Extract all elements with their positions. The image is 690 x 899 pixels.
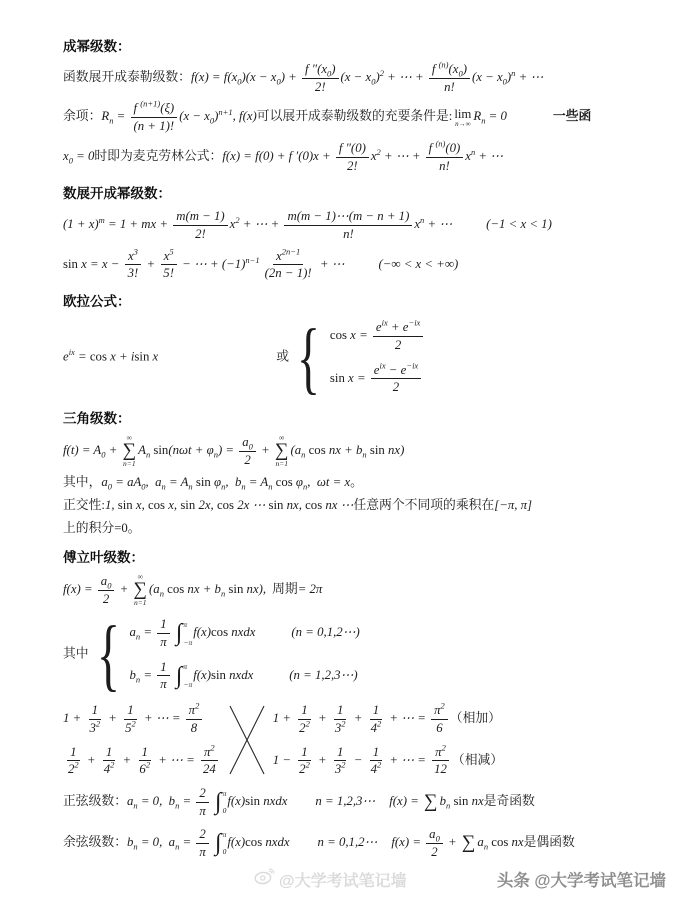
sum-operator: ∞ ∑ n=1 [133, 572, 148, 608]
fraction: $\frac{1}{\pi}$ [157, 660, 169, 692]
brace-system: { cos x = $\frac{e^{ix} + e^{-ix}}{2}$ sin x = $\frac{e^{ix} - e^{-ix}}{2}$ [289, 317, 425, 398]
fraction: $\frac{f ^{(n)}(0)}{n!}$ [426, 141, 464, 173]
sum-operator: ∞ ∑ n=1 [274, 433, 289, 469]
fraction: $\frac{\pi^2}{6}$ [431, 703, 448, 735]
fraction: $\frac{x^{2n-1}}{(2n - 1)!}$ [264, 246, 312, 281]
formula-line: 1 + $\frac{1}{2^2}$ + $\frac{1}{3^2}$ + $\frac{1}{4^2}$ + ⋯ = $\frac{\pi^2}{6}$ （相加） [272, 700, 501, 735]
fraction: $\frac{1}{4^2}$ [103, 744, 115, 777]
fraction: $\frac{a_0}{2}$ [98, 574, 115, 606]
fraction: $\frac{f ''(0)}{2!}$ [336, 141, 369, 173]
notes-content [63, 26, 680, 867]
weibo-watermark [253, 868, 407, 891]
fraction: $\frac{a_0}{2}$ [239, 435, 256, 467]
toutiao-watermark [497, 867, 666, 891]
fraction: $\frac{f ^{(n)}(x_0)}{n!}$ [429, 62, 470, 94]
fraction: $\frac{a_0}{2}$ [426, 827, 443, 859]
brace-glyph: { [296, 312, 321, 403]
fraction: $\frac{\pi^2}{24}$ [202, 742, 216, 777]
fraction: $\frac{\pi^2}{12}$ [434, 742, 447, 777]
fraction: $\frac{1}{6^2}$ [139, 744, 151, 777]
fraction: $\frac{1}{3^2}$ [334, 744, 346, 777]
formula-line: 1 + $\frac{1}{3^2}$ + $\frac{1}{5^2}$ + ⋯ = $\frac{\pi^2}{8}$ [63, 703, 221, 735]
section-heading: 傅立叶级数： [63, 550, 144, 566]
fraction: $\frac{1}{2^2}$ [299, 744, 310, 777]
formula-line: f(x) = $\frac{a_0}{2}$ + ∞ ∑ n=1 ($a_n$ cos nx + $b_n$ sin nx), 周期= 2π [63, 572, 323, 608]
cross-left-column [63, 700, 221, 777]
fraction: $\frac{m(m - 1)\cdots(m - n + 1)}{n!}$ [284, 209, 412, 241]
formula-line: sin x = x − $\frac{x^3}{3!}$ + $\frac{x^5}{5!}$ − ⋯ + $(-1)^{n-1}$ $\frac{x^{2n-1}}{(2n - 1)!}$ + ⋯ (−∞ < x < +∞) [63, 246, 459, 281]
formula-line: $x_0 = 0$时即为麦克劳林公式：f(x) = f(0) + f ′(0)x + $\frac{f ''(0)}{2!}$ $x^2$ + ⋯ + $\frac{f ^{(n)}(0)}{n!}$ $x^n$ + ⋯ [63, 138, 504, 173]
weibo-watermark-text: @大学考试笔记墙 [279, 873, 407, 891]
fraction: $\frac{e^{ix} - e^{-ix}}{2}$ [371, 363, 421, 395]
fraction: $\frac{1}{3^2}$ [334, 703, 346, 735]
section-heading: 数展开成幂级数： [63, 186, 171, 202]
series-cross-block [63, 700, 680, 777]
fraction: $\frac{1}{4^2}$ [370, 744, 382, 777]
fraction: $\frac{f ^{(n+1)}(\xi)}{(n + 1)!}$ [131, 101, 178, 133]
integral-operator: ∫ π 0 [215, 788, 227, 816]
brace-glyph: { [96, 609, 120, 700]
cross-right-column [272, 700, 504, 777]
formula-line: $e^{ix} = \cos x + isin$ x 或 { cos x = $\frac{e^{ix} + e^{-ix}}{2}$ sin x = $\frac{e^{ix} - e^{-ix}}{2}$ [63, 317, 680, 398]
fraction: $\frac{m(m - 1)}{2!}$ [173, 209, 227, 241]
fraction: $\frac{1}{5^2}$ [125, 703, 136, 735]
integral-operator: ∫ π 0 [215, 829, 227, 857]
fraction: $\frac{x^5}{5!}$ [160, 249, 177, 281]
formula-line: 1 − $\frac{1}{2^2}$ + $\frac{1}{3^2}$ − $\frac{1}{4^2}$ + ⋯ = $\frac{\pi^2}{12}$ （相减） [272, 742, 504, 777]
formula-line: 其中，$a_0 = aA_0$, $a_n = A_n$ $\sin \varphi_n$, $b_n = A_n$ $\cos \varphi_n$, ωt = x。 [63, 475, 363, 492]
section-heading: 成幂级数： [63, 39, 131, 54]
fraction: $\frac{1}{2^2}$ [299, 703, 310, 735]
section-heading: 欧拉公式： [63, 294, 131, 310]
fraction: $\frac{1}{2^2}$ [68, 744, 79, 777]
formula-line: 正交性:1, sin x, cos x, sin 2x, cos 2x ⋯ sin nx, cos nx ⋯任意两个不同项的乘积在[−π, π] [63, 498, 533, 513]
fraction: $\frac{1}{3^2}$ [89, 703, 101, 735]
formula-line: 余弦级数：$b_n = 0$, $a_n$ = $\frac{2}{\pi}$ ∫ π 0 f(x)cos nxdx n = 0,1,2⋯ f(x) = $\frac{a_0}{2}$ + ∑ $a_n$ cos nx是偶函数 [63, 826, 575, 859]
formula-line: 上的积分=0。 [63, 521, 141, 536]
brace-system: { $a_n$ = $\frac{1}{\pi}$ ∫ π −π f(x)cos nxdx (n = 0,1,2⋯) $b_n$ = $\frac{1}{\pi}$ ∫ π −π f(x)sin nxdx (n = 1,2,3⋯) [96, 609, 360, 700]
watermark-row [63, 867, 680, 893]
formula-line: $\frac{1}{2^2}$ + $\frac{1}{4^2}$ + $\frac{1}{6^2}$ + ⋯ = $\frac{\pi^2}{24}$ [63, 745, 221, 777]
integral-operator: ∫ π −π [175, 619, 193, 647]
sum-operator: ∑ [461, 832, 476, 854]
fraction: $\frac{\pi^2}{8}$ [186, 703, 203, 735]
sum-operator: ∑ [424, 791, 438, 813]
section-heading: 三角级数： [63, 411, 131, 427]
formula-line: 函数展开成泰勒级数：$f(x) = f(x_0)(x - x_0)$ + $\frac{f ''(x_0)}{2!}$ $(x - x_0)^2$ + ⋯ + $\frac{f ^{(n)}(x_0)}{n!}$ $(x - x_0)^n$ + ⋯ [63, 59, 544, 94]
formula-line: 其中 { $a_n$ = $\frac{1}{\pi}$ ∫ π −π f(x)cos nxdx (n = 0,1,2⋯) $b_n$ = $\frac{1}{\pi}$ ∫ π −π f(x)sin nxdx (n = 1,2,3⋯) [63, 609, 360, 700]
sum-operator: ∞ ∑ n=1 [122, 433, 137, 469]
formula-line: $(1 + x)^m = 1$ + mx + $\frac{m(m - 1)}{2!}$ $x^2$ + ⋯ + $\frac{m(m - 1)\cdots(m - n + 1)}{n!}$ $x^n$ + ⋯ (−1 < x < 1) [63, 209, 552, 241]
fraction: $\frac{f ''(x_0)}{2!}$ [302, 62, 339, 94]
toutiao-watermark-text: 头条 @大学考试笔记墙 [496, 872, 666, 891]
limit-operator: lim n→∞ [454, 106, 472, 128]
formula-line: 正弦级数：$a_n = 0$, $b_n$ = $\frac{2}{\pi}$ ∫ π 0 f(x)sin nxdx n = 1,2,3⋯ f(x) = ∑ $b_n$ sin nx是奇函数 [63, 785, 535, 818]
weibo-icon [253, 868, 275, 891]
fraction: $\frac{1}{4^2}$ [370, 703, 382, 735]
fraction: $\frac{2}{\pi}$ [196, 827, 208, 859]
fraction: $\frac{2}{\pi}$ [196, 786, 208, 818]
fraction: $\frac{x^3}{3!}$ [125, 249, 142, 281]
formula-line: $f(t) = A_0$ + ∞ ∑ n=1 $A_n$ $\sin(n\omega t + \varphi_n)$ = $\frac{a_0}{2}$ + ∞ ∑ n=1 ($a_n$ cos nx + $b_n$ sin nx) [63, 433, 405, 469]
integral-operator: ∫ π −π [175, 662, 193, 689]
cross-lines-graphic [225, 703, 269, 777]
fraction: $\frac{1}{\pi}$ [157, 617, 169, 649]
formula-line: 余项：$R_n$ = $\frac{f ^{(n+1)}(\xi)}{(n + 1)!}$ $(x - x_0)^{n+1}$, f(x)可以展开成泰勒级数的充要条件是: lim n→∞ $R_n = 0$ 一些函 [63, 99, 592, 134]
fraction: $\frac{e^{ix} + e^{-ix}}{2}$ [373, 320, 423, 352]
